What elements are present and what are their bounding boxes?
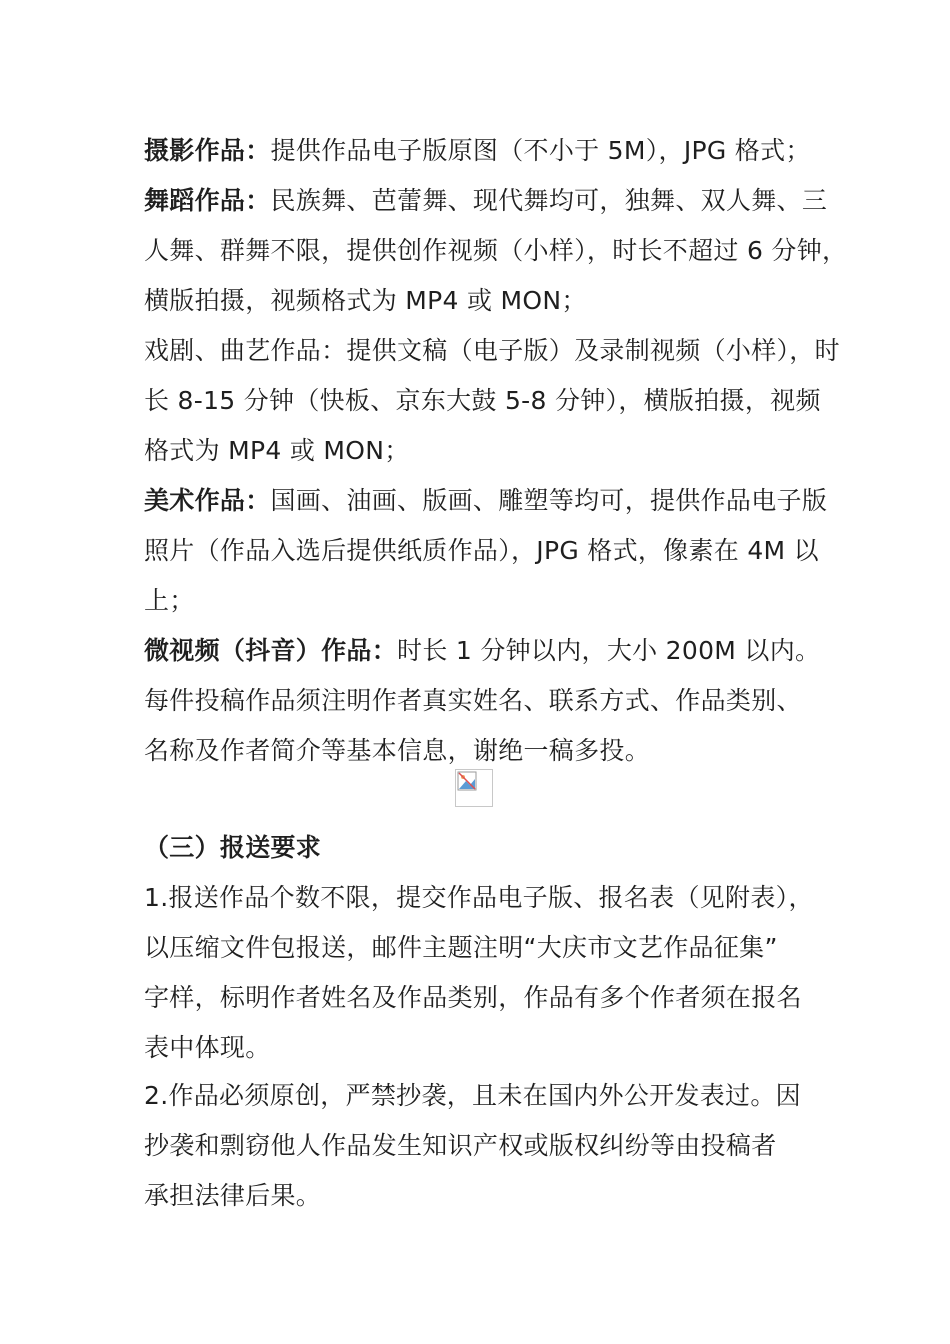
art-text-line2: 照片（作品入选后提供纸质作品），JPG 格式，像素在 4M 以 <box>144 536 819 565</box>
dance-text-line3: 横版拍摄，视频格式为 MP4 或 MON； <box>144 286 587 315</box>
art-text-line3: 上； <box>144 586 195 615</box>
broken-image-icon <box>455 769 493 807</box>
photo-label: 摄影作品： <box>144 136 271 165</box>
req2-text-line2: 抄袭和剽窃他人作品发生知识产权或版权纠纷等由投稿者 <box>144 1131 777 1160</box>
drama-text-line1: 戏剧、曲艺作品：提供文稿（电子版）及录制视频（小样），时 <box>144 336 840 365</box>
note-text-line1: 每件投稿作品须注明作者真实姓名、联系方式、作品类别、 <box>144 686 802 715</box>
art-paragraph-line1 <box>144 486 827 516</box>
req1-text-line1: 1.报送作品个数不限，提交作品电子版、报名表（见附表）， <box>144 883 814 912</box>
drama-text-line2: 长 8-15 分钟（快板、京东大鼓 5-8 分钟），横版拍摄，视频 <box>144 386 821 415</box>
art-text-line1: 国画、油画、版画、雕塑等均可，提供作品电子版 <box>270 486 828 515</box>
req2-text-line3: 承担法律后果。 <box>144 1181 322 1210</box>
art-label: 美术作品： <box>144 486 271 515</box>
req1-text-line4: 表中体现。 <box>144 1033 271 1062</box>
dance-paragraph-line1 <box>144 186 827 216</box>
dance-label: 舞蹈作品： <box>144 186 271 215</box>
video-paragraph <box>144 636 820 666</box>
video-label: 微视频（抖音）作品： <box>144 636 398 665</box>
dance-text-line1: 民族舞、芭蕾舞、现代舞均可，独舞、双人舞、三 <box>270 186 828 215</box>
drama-text-line3: 格式为 MP4 或 MON； <box>144 436 410 465</box>
req2-text-line1: 2.作品必须原创，严禁抄袭，且未在国内外公开发表过。因 <box>144 1081 801 1110</box>
req1-text-line3: 字样，标明作者姓名及作品类别，作品有多个作者须在报名 <box>144 983 802 1012</box>
photo-text: 提供作品电子版原图（不小于 5M），JPG 格式； <box>270 136 811 165</box>
req1-text-line2: 以压缩文件包报送，邮件主题注明“大庆市文艺作品征集” <box>144 933 778 962</box>
photo-paragraph <box>144 136 811 166</box>
section-heading: （三）报送要求 <box>144 833 322 862</box>
note-text-line2: 名称及作者简介等基本信息，谢绝一稿多投。 <box>144 736 651 765</box>
dance-text-line2: 人舞、群舞不限，提供创作视频（小样），时长不超过 6 分钟， <box>144 236 848 265</box>
video-text: 时长 1 分钟以内，大小 200M 以内。 <box>397 636 821 665</box>
